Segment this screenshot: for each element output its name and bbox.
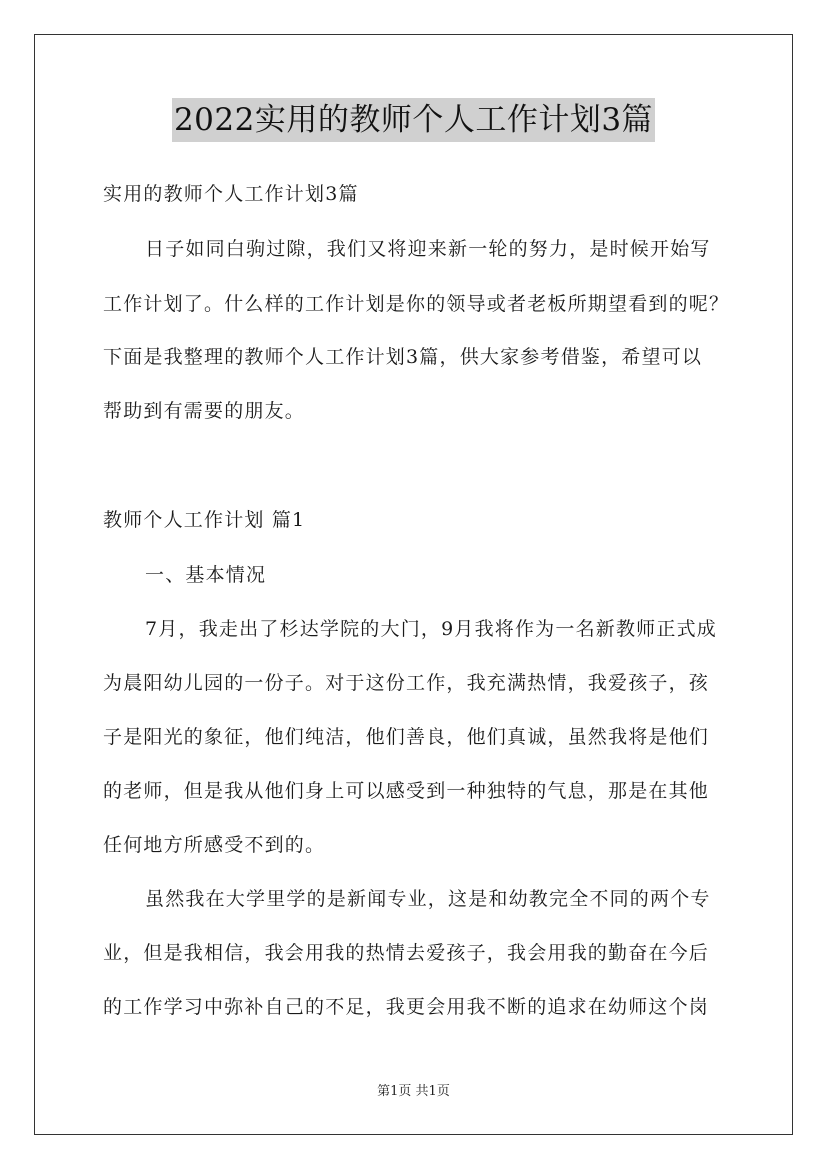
subheading: 一、基本情况: [145, 564, 267, 586]
title-container: [0, 98, 827, 142]
paragraph1-line-4: 的老师，但是我从他们身上可以感受到一种独特的气息，那是在其他: [103, 780, 710, 802]
paragraph2-line-2: 业，但是我相信，我会用我的热情去爱孩子，我会用我的勤奋在今后: [103, 942, 710, 964]
paragraph2-line-3: 的工作学习中弥补自己的不足，我更会用我不断的追求在幼师这个岗: [103, 996, 710, 1018]
paragraph1-line-1: 7月，我走出了杉达学院的大门，9月我将作为一名新教师正式成: [145, 618, 717, 640]
intro-line-3: 下面是我整理的教师个人工作计划3篇，供大家参考借鉴，希望可以: [103, 346, 703, 368]
document-title: 2022实用的教师个人工作计划3篇: [172, 98, 655, 142]
page-number-footer: 第1页 共1页: [377, 1084, 450, 1099]
intro-line-4: 帮助到有需要的朋友。: [103, 400, 306, 422]
intro-line-1: 日子如同白驹过隙，我们又将迎来新一轮的努力，是时候开始写: [145, 238, 711, 260]
paragraph1-line-2: 为晨阳幼儿园的一份子。对于这份工作，我充满热情，我爱孩子，孩: [103, 672, 710, 694]
paragraph2-line-1: 虽然我在大学里学的是新闻专业，这是和幼教完全不同的两个专: [145, 888, 711, 910]
intro-line-2: 工作计划了。什么样的工作计划是你的领导或者老板所期望看到的呢？: [103, 293, 730, 315]
paragraph1-line-5: 任何地方所感受不到的。: [103, 834, 326, 856]
section-heading: 教师个人工作计划 篇1: [103, 509, 306, 531]
paragraph1-line-3: 子是阳光的象征，他们纯洁，他们善良，他们真诚，虽然我将是他们: [103, 726, 710, 748]
document-subtitle: 实用的教师个人工作计划3篇: [103, 183, 359, 205]
